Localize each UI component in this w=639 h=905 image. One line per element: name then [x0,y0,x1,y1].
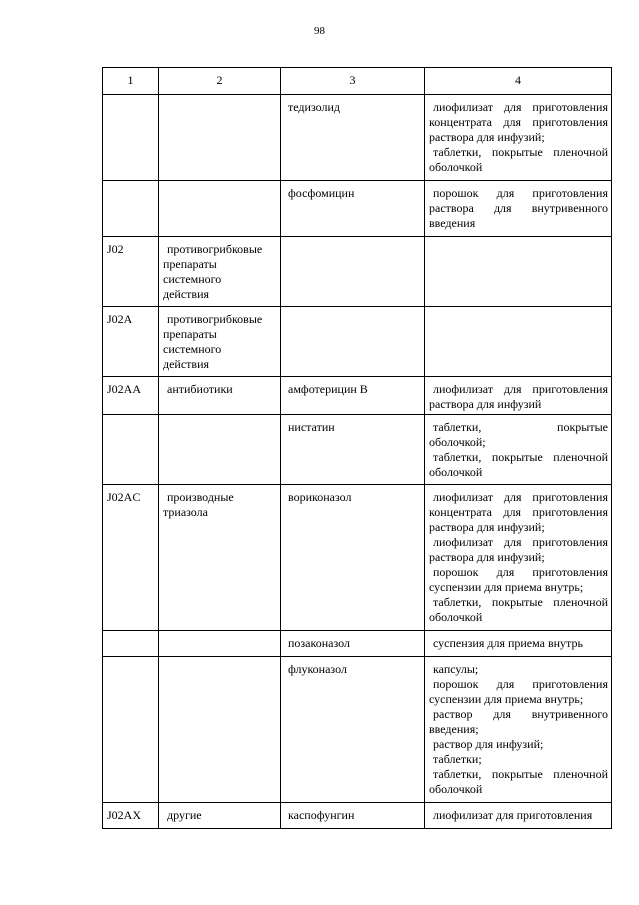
table-row [103,485,612,631]
atc-code-cell [103,631,159,657]
dosage-forms-cell [425,95,612,181]
column-header-3: 3 [281,68,425,95]
table-row [103,307,612,377]
dosage-form-line: суспензии для приема внутрь; [429,692,584,706]
anatomic-group-cell [159,95,281,181]
anatomic-group-cell [159,631,281,657]
table-row [103,803,612,829]
anatomic-group-cell [159,307,281,377]
group-text-line: противогрибковые [167,242,263,256]
group-text-line: препараты [163,257,217,271]
atc-code-cell: J02A [103,307,159,377]
dosage-forms-cell [425,803,612,829]
dosage-form-line: раствора для инфузий; [429,520,545,534]
dosage-form-line: лиофилизат для приготовления [433,490,608,504]
dosage-form-line: таблетки, покрытые [433,420,608,434]
dosage-form-line: введения [429,216,476,230]
dosage-forms-cell [425,485,612,631]
dosage-form-line: таблетки, покрытые пленочной [433,450,608,464]
dosage-form-line: суспензия для приема внутрь [433,636,583,650]
drug-name-cell: позаконазол [281,631,425,657]
dosage-form-line: суспензии для приема внутрь; [429,580,584,594]
atc-code-cell: J02 [103,237,159,307]
dosage-form-line: порошок для приготовления [433,565,608,579]
group-text-line: производные [167,490,234,504]
dosage-form-line: порошок для приготовления [433,677,608,691]
dosage-forms-cell [425,181,612,237]
atc-code-cell [103,657,159,803]
dosage-forms-cell [425,377,612,415]
anatomic-group-cell [159,415,281,485]
anatomic-group-cell [159,803,281,829]
drug-name-cell: вориконазол [281,485,425,631]
dosage-form-line: капсулы; [433,662,479,676]
column-header-4: 4 [425,68,612,95]
dosage-form-line: оболочкой [429,782,483,796]
column-header-1: 1 [103,68,159,95]
drug-name-cell: тедизолид [281,95,425,181]
dosage-form-line: оболочкой [429,465,483,479]
atc-code-cell: J02AX [103,803,159,829]
dosage-form-line: оболочкой [429,610,483,624]
table-header-row [103,68,612,95]
group-text-line: другие [167,808,202,822]
dosage-form-line: порошок для приготовления [433,186,608,200]
anatomic-group-cell [159,377,281,415]
table-row [103,181,612,237]
dosage-forms-cell [425,307,612,377]
dosage-form-line: лиофилизат для приготовления [433,382,608,396]
group-text-line: действия [163,357,210,371]
atc-code-cell: J02AA [103,377,159,415]
dosage-form-line: таблетки; [433,752,482,766]
dosage-form-line: раствор для инфузий; [433,737,544,751]
dosage-form-line: лиофилизат для приготовления [433,100,608,114]
dosage-form-line: таблетки, покрытые пленочной [433,767,608,781]
dosage-form-line: введения; [429,722,479,736]
dosage-form-line: таблетки, покрытые пленочной [433,595,608,609]
dosage-form-line: раствор для внутривенного [433,707,608,721]
dosage-form-line: концентрата для приготовления [429,505,608,519]
dosage-form-line: раствора для инфузий; [429,550,545,564]
table-row [103,377,612,415]
dosage-form-line: концентрата для приготовления [429,115,608,129]
drug-name-cell: флуконазол [281,657,425,803]
dosage-form-line: раствора для внутривенного [429,201,608,215]
column-header-2: 2 [159,68,281,95]
dosage-form-line: лиофилизат для приготовления [433,535,608,549]
dosage-form-line: оболочкой; [429,435,486,449]
table-row [103,415,612,485]
drug-name-cell: фосфомицин [281,181,425,237]
table-row [103,631,612,657]
drug-name-cell [281,307,425,377]
atc-code-cell: J02AC [103,485,159,631]
atc-code-cell [103,95,159,181]
page-number: 98 [314,25,325,37]
atc-code-cell [103,181,159,237]
table-row [103,237,612,307]
group-text-line: системного [163,342,222,356]
dosage-form-line: раствора для инфузий [429,397,542,411]
drug-name-cell: амфотерицин B [281,377,425,415]
dosage-forms-cell [425,657,612,803]
dosage-form-line: таблетки, покрытые пленочной [433,145,608,159]
dosage-forms-cell [425,415,612,485]
group-text-line: триазола [163,505,208,519]
dosage-forms-cell [425,237,612,307]
group-text-line: антибиотики [167,382,233,396]
dosage-form-line: раствора для инфузий; [429,130,545,144]
drug-name-cell [281,237,425,307]
dosage-form-line: оболочкой [429,160,483,174]
anatomic-group-cell [159,237,281,307]
drug-table [102,67,612,829]
group-text-line: действия [163,287,210,301]
dosage-form-line: лиофилизат для приготовления [433,808,593,822]
atc-code-cell [103,415,159,485]
anatomic-group-cell [159,181,281,237]
drug-name-cell: каспофунгин [281,803,425,829]
dosage-forms-cell [425,631,612,657]
group-text-line: противогрибковые [167,312,263,326]
group-text-line: препараты [163,327,217,341]
group-text-line: системного [163,272,222,286]
anatomic-group-cell [159,657,281,803]
anatomic-group-cell [159,485,281,631]
table-row [103,657,612,803]
table-row [103,95,612,181]
drug-name-cell: нистатин [281,415,425,485]
